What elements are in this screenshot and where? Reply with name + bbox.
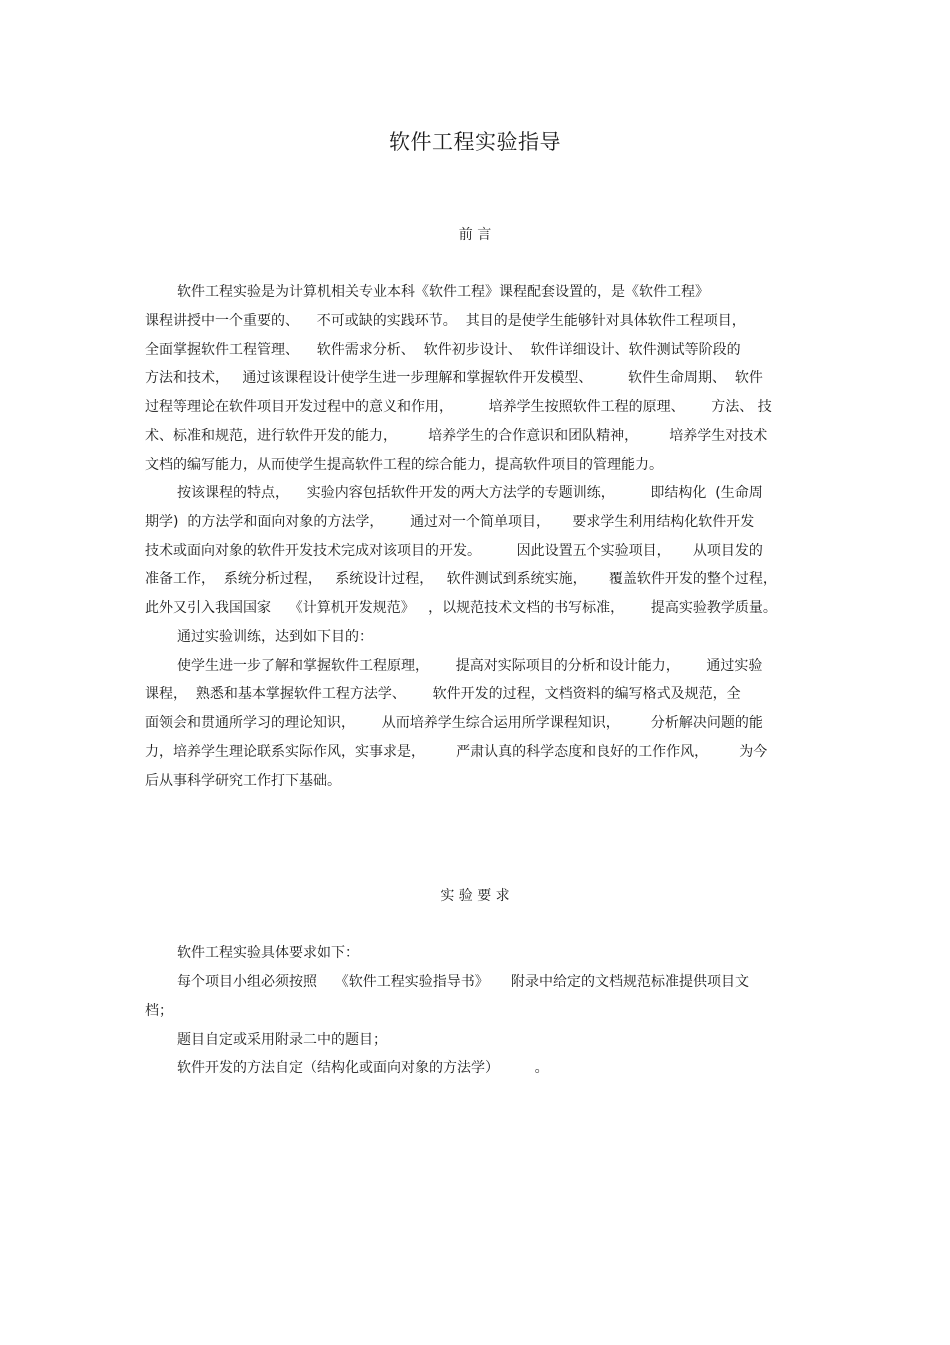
paragraph-line: 软件开发的方法自定（结构化或面向对象的方法学） 。 [177, 1060, 549, 1076]
paragraph-line: 题目自定或采用附录二中的题目； [177, 1032, 387, 1048]
paragraph-line: 课程， 熟悉和基本掌握软件工程方法学、 软件开发的过程，文档资料的编写格式及规范，全 [145, 686, 741, 702]
paragraph-line: 通过实验训练，达到如下目的： [177, 629, 373, 645]
paragraph-line: 软件工程实验是为计算机相关专业本科《软件工程》课程配套设置的，是《软件工程》 [177, 284, 709, 300]
paragraph-line: 此外又引入我国国家 《计算机开发规范》 ，以规范技术文档的书写标准， 提高实验教学质量。 [145, 600, 777, 616]
paragraph-line: 技术或面向对象的软件开发技术完成对该项目的开发。 因此设置五个实验项目， 从项目发的 [145, 543, 763, 559]
paragraph-line: 使学生进一步了解和掌握软件工程原理， 提高对实际项目的分析和设计能力， 通过实验 [177, 658, 763, 674]
paragraph-line: 全面掌握软件工程管理、 软件需求分析、 软件初步设计、 软件详细设计、软件测试等阶段的 [145, 342, 741, 358]
paragraph-line: 课程讲授中一个重要的、 不可或缺的实践环节。 其目的是使学生能够针对具体软件工程项目， [145, 313, 746, 329]
document-title: 软件工程实验指导 [389, 130, 561, 154]
paragraph-line: 过程等理论在软件项目开发过程中的意义和作用， 培养学生按照软件工程的原理、 方法、 技 [145, 399, 772, 415]
paragraph-line: 后从事科学研究工作打下基础。 [145, 773, 341, 789]
paragraph-line: 软件工程实验具体要求如下： [177, 945, 359, 961]
requirements-heading: 实 验 要 求 [440, 888, 510, 904]
paragraph-line: 按该课程的特点， 实验内容包括软件开发的两大方法学的专题训练， 即结构化 (生命周 [177, 485, 763, 501]
paragraph-line: 方法和技术， 通过该课程设计使学生进一步理解和掌握软件开发模型、 软件生命周期、 软件 [145, 370, 763, 386]
preface-heading: 前 言 [458, 227, 492, 243]
paragraph-line: 准备工作， 系统分析过程， 系统设计过程， 软件测试到系统实施， 覆盖软件开发的整个过程， [145, 571, 777, 587]
paragraph-line: 力，培养学生理论联系实际作风，实事求是， 严肃认真的科学态度和良好的工作作风， 为今 [145, 744, 768, 760]
paragraph-line: 术、标准和规范，进行软件开发的能力， 培养学生的合作意识和团队精神， 培养学生对技术 [145, 428, 768, 444]
paragraph-line: 面领会和贯通所学习的理论知识， 从而培养学生综合运用所学课程知识， 分析解决问题的能 [145, 715, 763, 731]
paragraph-line: 期学) 的方法学和面向对象的方法学， 通过对一个简单项目， 要求学生利用结构化软件开发 [145, 514, 755, 530]
paragraph-line: 每个项目小组必须按照 《软件工程实验指导书》 附录中给定的文档规范标准提供项目文 [177, 974, 750, 990]
paragraph-line: 文档的编写能力，从而使学生提高软件工程的综合能力，提高软件项目的管理能力。 [145, 457, 663, 473]
paragraph-line: 档； [145, 1003, 173, 1019]
